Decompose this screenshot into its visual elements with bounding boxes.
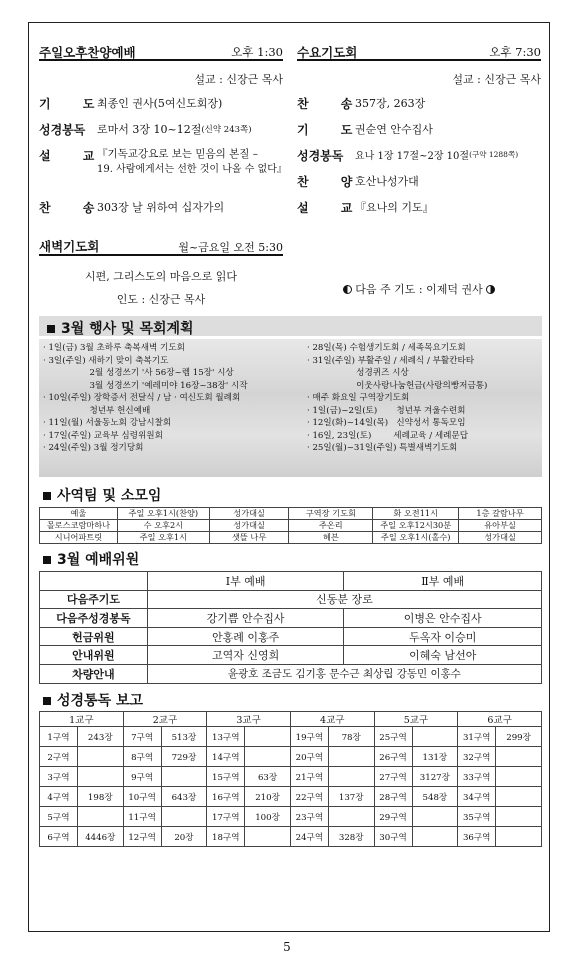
groups-cell: 몰로스코람마하나: [40, 520, 118, 532]
zone-count: [496, 807, 542, 827]
square-bullet-icon: [43, 697, 51, 705]
groups-cell: 주온리: [289, 520, 373, 532]
groups-cell: 화 오전11시: [373, 508, 459, 520]
wednesday-time: 오후 7:30: [489, 45, 541, 59]
zone-name: 19구역: [290, 727, 328, 747]
wednesday-praise: 찬 양 호산나성가대: [297, 175, 419, 189]
zone-name: 7구역: [123, 727, 161, 747]
zone-count: [496, 787, 542, 807]
groups-cell: 성가대실: [209, 508, 289, 520]
worship-header-row: Ⅰ부 예배 Ⅱ부 예배: [40, 572, 542, 591]
zone-name: 13구역: [207, 727, 245, 747]
zone-name: 8구역: [123, 747, 161, 767]
district-header: 6교구: [458, 712, 542, 727]
square-bullet-icon: [47, 325, 55, 333]
zone-count: [328, 747, 374, 767]
zone-count: [496, 767, 542, 787]
wednesday-next-prayer: 다음 주 기도 : 이제덕 권사: [297, 281, 541, 297]
wednesday-sermon: 설 교 『요나의 기도』: [297, 201, 434, 215]
zone-count: [245, 827, 291, 847]
groups-cell: 유아부실: [459, 520, 542, 532]
zone-name: 32구역: [458, 747, 496, 767]
worship-row: 다음주기도 신동분 장로: [40, 590, 542, 609]
afternoon-preacher: 설교 : 신장근 목사: [194, 73, 283, 86]
afternoon-reading: 성경봉독 로마서 3장 10~12절 (신약 243쪽): [39, 123, 252, 137]
zone-count: [77, 807, 123, 827]
half-circle-right-icon: [486, 285, 495, 294]
afternoon-header: [39, 43, 283, 61]
events-box: [39, 339, 542, 477]
zone-count: [328, 807, 374, 827]
zone-name: 6구역: [40, 827, 78, 847]
zone-count: 20장: [161, 827, 207, 847]
zone-name: 30구역: [374, 827, 412, 847]
page-number: 5: [283, 940, 291, 954]
zone-count: 328장: [328, 827, 374, 847]
groups-row: [40, 532, 542, 544]
zone-name: 28구역: [374, 787, 412, 807]
zone-count: 4446장: [77, 827, 123, 847]
afternoon-time: 오후 1:30: [231, 45, 283, 59]
district-header: 3교구: [207, 712, 291, 727]
events-right-column: · 28일(목) 수험생기도회 / 세족목요기도회 · 31일(주일) 부활주일 / 세례식 / 부활칸타타 성경퀴즈 시상 이웃사랑나눔헌금(사랑의빵저금통) · 매주 화요일 구역장기도회 · 1일(금)~2일(토) 청년부 겨울수련회 · 12일(화)~14일(목) 신약성서 통독모임 · 16일, 23일(토) 세례교육 / 세례문답 · 25일(월)~31일(주일) 특별새벽기도회: [307, 343, 488, 453]
groups-cell: 주일 오후12시30분: [373, 520, 459, 532]
wednesday-hymn: 찬 송 357장, 263장: [297, 97, 426, 111]
zone-count: [328, 767, 374, 787]
zone-count: 3127장: [412, 767, 458, 787]
dawn-line2: 인도 : 신장근 목사: [116, 293, 206, 306]
district-header: 4교구: [290, 712, 374, 727]
wednesday-title: 수요기도회: [297, 45, 358, 60]
zone-count: 63장: [245, 767, 291, 787]
worship-table: [39, 571, 542, 684]
zone-name: 12구역: [123, 827, 161, 847]
zone-count: 243장: [77, 727, 123, 747]
half-circle-left-icon: [343, 285, 352, 294]
groups-cell: 주일 오후1시: [117, 532, 209, 544]
groups-header: 사역팀 및 소모임: [43, 485, 161, 505]
groups-cell: 주일 오후1시(홀수): [373, 532, 459, 544]
groups-cell: 성가대실: [209, 520, 289, 532]
zone-name: 36구역: [458, 827, 496, 847]
worship-row: 다음주성경봉독 강기쁨 안수집사 이병은 안수집사: [40, 609, 542, 628]
zone-count: 548장: [412, 787, 458, 807]
afternoon-sermon: 설 교 『기독교강요로 보는 믿음의 본질 – 19. 사람에게서는 선한 것이 나올 수 없다』: [39, 148, 287, 175]
zone-count: 78장: [328, 727, 374, 747]
worship-header: 3월 예배위원: [43, 549, 139, 569]
dawn-title: 새벽기도회: [39, 239, 100, 254]
zone-name: 17구역: [207, 807, 245, 827]
zone-name: 26구역: [374, 747, 412, 767]
district-header: 2교구: [123, 712, 207, 727]
zone-name: 21구역: [290, 767, 328, 787]
groups-row: [40, 520, 542, 532]
zone-count: 643장: [161, 787, 207, 807]
groups-cell: 샛뜰 나무: [209, 532, 289, 544]
zone-count: 100장: [245, 807, 291, 827]
zone-count: [245, 727, 291, 747]
square-bullet-icon: [43, 492, 51, 500]
zone-name: 25구역: [374, 727, 412, 747]
zone-name: 4구역: [40, 787, 78, 807]
groups-cell: 주일 오후1시(찬양): [117, 508, 209, 520]
zone-name: 2구역: [40, 747, 78, 767]
bible-row: [40, 767, 542, 787]
zone-count: [161, 767, 207, 787]
dawn-time: 월~금요일 오전 5:30: [178, 241, 283, 254]
bible-row: [40, 807, 542, 827]
bible-table: [39, 711, 542, 847]
wednesday-header: [297, 43, 541, 61]
groups-row: [40, 508, 542, 520]
zone-count: 131장: [412, 747, 458, 767]
zone-name: 1구역: [40, 727, 78, 747]
bible-header: 성경통독 보고: [43, 690, 143, 710]
wednesday-reading: 성경봉독 요나 1장 17절~2장 10절 (구약 1288쪽): [297, 149, 519, 163]
zone-count: [77, 767, 123, 787]
zone-name: 3구역: [40, 767, 78, 787]
dawn-header: [39, 236, 283, 256]
groups-cell: 성가대실: [459, 532, 542, 544]
zone-count: 210장: [245, 787, 291, 807]
zone-count: 198장: [77, 787, 123, 807]
groups-cell: 시니어파트릿: [40, 532, 118, 544]
zone-name: 22구역: [290, 787, 328, 807]
zone-count: 513장: [161, 727, 207, 747]
zone-name: 18구역: [207, 827, 245, 847]
district-header: 5교구: [374, 712, 458, 727]
groups-table: [39, 507, 542, 544]
zone-name: 14구역: [207, 747, 245, 767]
zone-count: [412, 827, 458, 847]
zone-count: [245, 747, 291, 767]
bible-row: [40, 787, 542, 807]
groups-cell: 1층 갈람나무: [459, 508, 542, 520]
zone-name: 20구역: [290, 747, 328, 767]
zone-count: [496, 827, 542, 847]
groups-cell: 예울: [40, 508, 118, 520]
zone-count: [161, 807, 207, 827]
events-left-column: · 1일(금) 3월 초하루 축복새벽 기도회 · 3일(주일) 새하기 맞이 축복기도 2월 성경쓰기 '사 56장~렘 15장' 시상 3월 성경쓰기 '예레미야 16장~38장' 시작 · 10일(주일) 장학증서 전달식 / 남 · 여신도회 월례회 청년부 헌신예배 · 11일(월) 서울동노회 강남시찰회 · 17일(주일) 교육부 심령위원회 · 24일(주일) 3월 정기당회: [43, 343, 248, 453]
zone-name: 15구역: [207, 767, 245, 787]
bible-header-row: [40, 712, 542, 727]
zone-name: 33구역: [458, 767, 496, 787]
zone-count: 137장: [328, 787, 374, 807]
zone-count: [412, 727, 458, 747]
worship-row: 안내위원 고역자 신영희 이혜숙 남선아: [40, 646, 542, 665]
afternoon-title: 주일오후찬양예배: [39, 45, 136, 60]
events-banner: [39, 316, 542, 336]
groups-cell: 수 오후2시: [117, 520, 209, 532]
bible-row: [40, 747, 542, 767]
zone-name: 29구역: [374, 807, 412, 827]
zone-name: 27구역: [374, 767, 412, 787]
zone-count: 729장: [161, 747, 207, 767]
wednesday-prayer: 기 도 권순연 안수집사: [297, 123, 433, 137]
bible-row: [40, 727, 542, 747]
worship-row: 차량안내 윤광호 조금도 김기홍 문수근 최상립 강동민 이홍수: [40, 664, 542, 683]
zone-name: 10구역: [123, 787, 161, 807]
afternoon-hymn: 찬 송 303장 날 위하여 십자가의: [39, 201, 225, 215]
zone-count: [412, 807, 458, 827]
bulletin-page: [28, 22, 550, 932]
zone-name: 11구역: [123, 807, 161, 827]
zone-name: 24구역: [290, 827, 328, 847]
bible-row: [40, 827, 542, 847]
zone-name: 5구역: [40, 807, 78, 827]
events-title: 3월 행사 및 목회계획: [61, 321, 194, 337]
district-header: 1교구: [40, 712, 124, 727]
zone-count: 299장: [496, 727, 542, 747]
zone-name: 23구역: [290, 807, 328, 827]
square-bullet-icon: [43, 556, 51, 564]
zone-name: 31구역: [458, 727, 496, 747]
zone-name: 16구역: [207, 787, 245, 807]
wednesday-preacher: 설교 : 신장근 목사: [452, 73, 541, 86]
zone-name: 34구역: [458, 787, 496, 807]
worship-row: 헌금위원 안홍례 이홍주 두옥자 이승미: [40, 627, 542, 646]
zone-count: [77, 747, 123, 767]
zone-count: [496, 747, 542, 767]
groups-cell: 혜븐: [289, 532, 373, 544]
afternoon-prayer: 기 도 최종인 권사(5여신도회장): [39, 97, 223, 111]
zone-name: 9구역: [123, 767, 161, 787]
groups-cell: 구역장 기도회: [289, 508, 373, 520]
dawn-line1: 시편, 그리스도의 마음으로 읽다: [84, 270, 238, 283]
zone-name: 35구역: [458, 807, 496, 827]
